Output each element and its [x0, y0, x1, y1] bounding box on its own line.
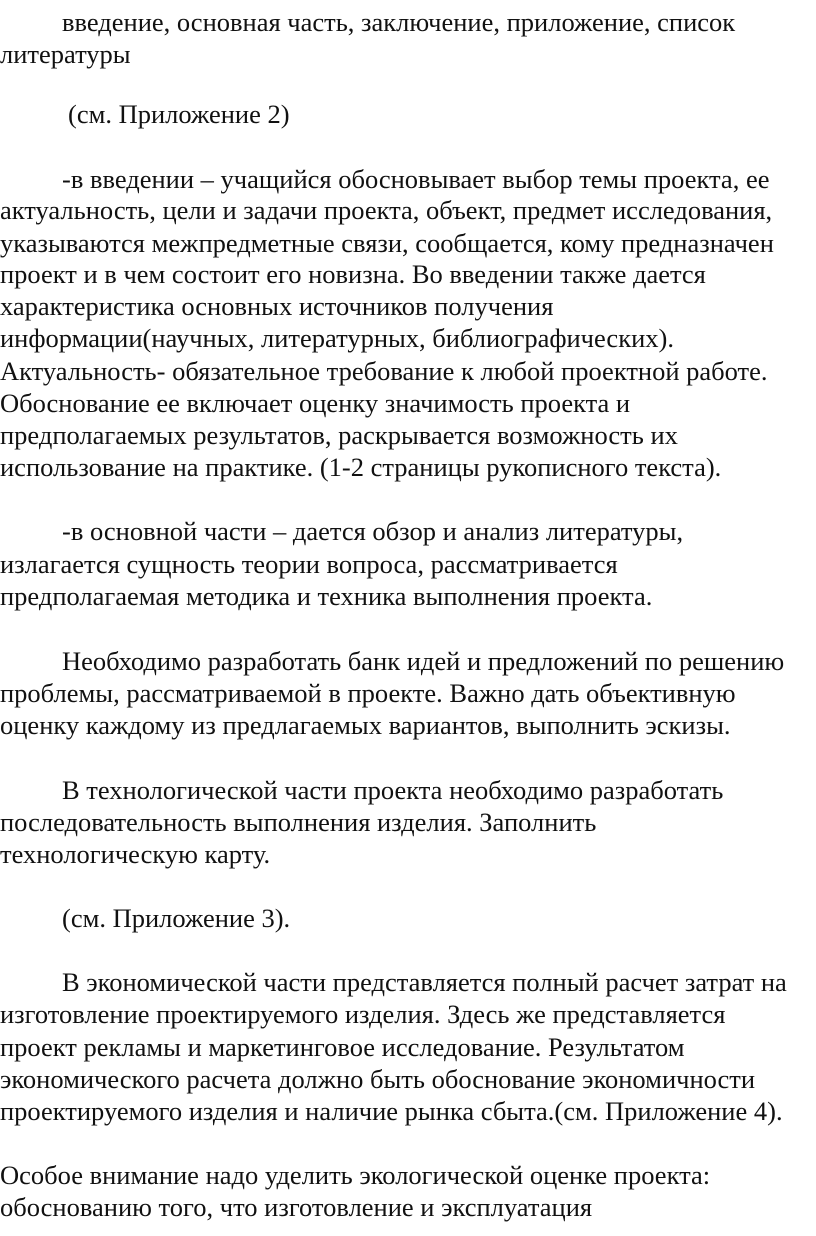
text-line: характеристика основных источников получения	[0, 291, 554, 321]
text-line: оценку каждому из предлагаемых вариантов, выполнить эскизы.	[0, 710, 731, 740]
text-line: использование на практике. (1-2 страницы рукописного текста).	[0, 452, 722, 482]
text-line: (см. Приложение 2)	[68, 99, 290, 129]
text-line: (см. Приложение 3).	[62, 903, 291, 933]
text-line: изготовление проектируемого изделия. Здесь же представляется	[0, 999, 726, 1029]
text-line: информации(научных, литературных, библиографических).	[0, 323, 674, 353]
text-line: В технологической части проекта необходимо разработать	[62, 775, 724, 805]
text-line: проект рекламы и маркетинговое исследование. Результатом	[0, 1032, 685, 1062]
text-line: литературы	[0, 39, 131, 69]
text-line: -в введении – учащийся обосновывает выбор темы проекта, ее	[62, 164, 770, 194]
text-line: указываются межпредметные связи, сообщается, кому предназначен	[0, 228, 774, 258]
text-line: излагается сущность теории вопроса, рассматривается	[0, 549, 618, 579]
text-line: обоснованию того, что изготовление и эксплуатация	[0, 1192, 593, 1222]
text-line: проблемы, рассматриваемой в проекте. Важно дать объективную	[0, 678, 736, 708]
text-line: введение, основная часть, заключение, приложение, список	[62, 7, 736, 37]
text-line: последовательность выполнения изделия. Заполнить	[0, 807, 597, 837]
text-line: Обоснование ее включает оценку значимость проекта и	[0, 388, 631, 418]
text-line: предполагаемых результатов, раскрывается возможность их	[0, 420, 678, 450]
text-line: предполагаемая методика и техника выполнения проекта.	[0, 581, 653, 611]
text-line: В экономической части представляется полный расчет затрат на	[62, 967, 787, 997]
text-line: Актуальность- обязательное требование к любой проектной работе.	[0, 356, 768, 386]
text-line: проект и в чем состоит его новизна. Во введении также дается	[0, 259, 706, 289]
text-line: Необходимо разработать банк идей и предложений по решению	[62, 646, 785, 676]
text-line: технологическую карту.	[0, 839, 271, 869]
text-line: -в основной части – дается обзор и анализ литературы,	[62, 516, 684, 546]
text-line: Особое внимание надо уделить экологической оценке проекта:	[0, 1160, 711, 1190]
text-line: проектируемого изделия и наличие рынка сбыта.(см. Приложение 4).	[0, 1096, 783, 1126]
text-line: экономического расчета должно быть обоснование экономичности	[0, 1064, 756, 1094]
text-line: актуальность, цели и задачи проекта, объект, предмет исследования,	[0, 195, 773, 225]
